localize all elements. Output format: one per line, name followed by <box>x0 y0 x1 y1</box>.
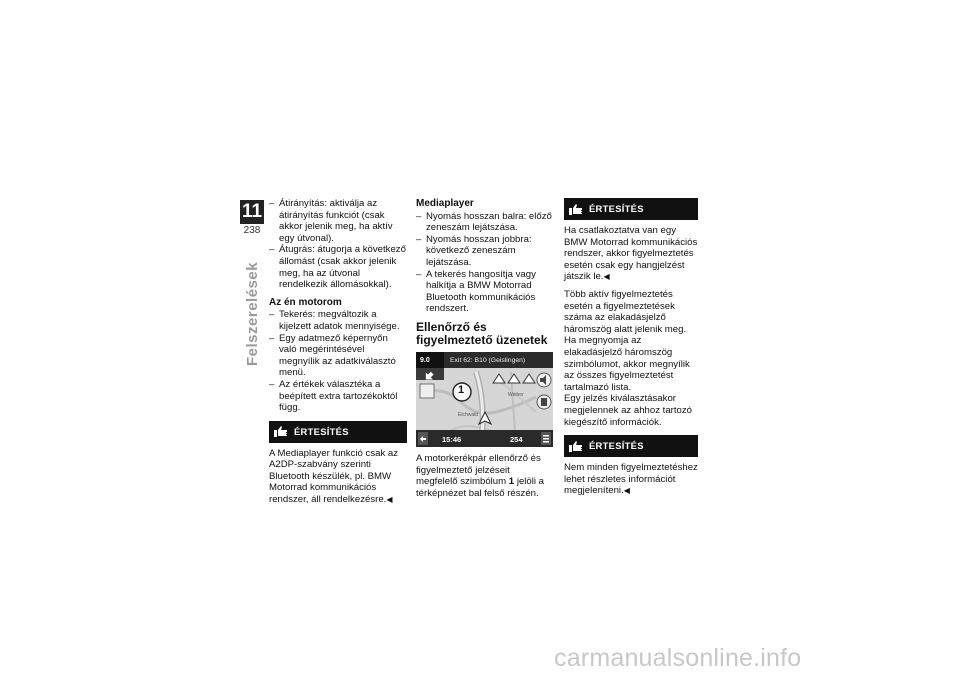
navigation-screenshot <box>416 352 553 447</box>
pointing-hand-icon <box>568 203 583 216</box>
list-item: – Egy adatmező képernyőn való megérintésével megnyílik az adatkiválasztó menü. <box>269 333 407 379</box>
notice-paragraph: Nem minden figyelmeztetéshez lehet részletes információt megjeleníteni.◀ <box>564 462 698 497</box>
notice-paragraph: Ha csatlakoztatva van egy BMW Motorrad kommunikációs rendszer, akkor figyelmeztetés esetén csak egy hangjelzést játszik le.◀ <box>564 225 698 283</box>
notice-label: ÉRTESÍTÉS <box>589 203 644 215</box>
list-item: – Nyomás hosszan jobbra: következő zeneszám lejátszása. <box>416 234 554 269</box>
list-item: – Tekerés: megváltozik a kijelzett adatok mennyisége. <box>269 309 407 332</box>
notice-paragraph: Több aktív figyelmeztetés esetén a figyelmeztetések száma az elakadásjelző háromszög alatt jelenik meg. <box>564 288 687 335</box>
nav-options-list <box>269 198 407 291</box>
list-item: – Az értékek választéka a beépített extra tartozékoktól függ. <box>269 379 407 414</box>
notice-text: A Mediaplayer funkció csak az A2DP-szabvány szerinti Bluetooth készülék, pl. BMW Motorrad kommunikációs rendszer, áll rendelkezésre.◀ <box>269 447 399 506</box>
heading-mediaplayer: Mediaplayer <box>416 198 474 209</box>
nav-place-2: Eichwald <box>458 411 479 418</box>
mediaplayer-list <box>416 211 554 315</box>
end-triangle-icon: ◀ <box>386 495 393 505</box>
list-item: – Átugrás: átugorja a következő állomást (csak akkor jelenik meg, ha az útvonal rendelkezik állomásokkal). <box>269 244 407 290</box>
caption-number: 1 <box>508 476 515 488</box>
notice-bar <box>269 421 407 443</box>
list-item: – Átirányítás: aktiválja az átirányítás funkciót (csak akkor jelenik meg, ha aktív egy útvonal). <box>269 198 407 244</box>
nav-marker-number: 1 <box>458 383 465 396</box>
notice-paragraph: Ha megnyomja az elakadásjelző háromszög szimbólumot, akkor megnyílik az összes figyelmeztetést tartalmazó lista. <box>564 335 690 393</box>
nav-place-1: Weiher <box>508 391 524 398</box>
column-1 <box>269 198 407 506</box>
nav-arrival-time: 15:46 <box>442 434 462 444</box>
list-item: – A tekerés hangosítja vagy halkítja a BMW Motorrad Bluetooth kommunikációs rendszert. <box>416 269 554 315</box>
chapter-number: 11 <box>241 201 263 222</box>
heading-my-motorcycle: Az én motorom <box>269 296 342 308</box>
column-3 <box>564 198 698 497</box>
chapter-badge <box>240 200 264 238</box>
chapter-title: Felszerelések <box>244 261 261 366</box>
watermark: carmanualsonline.info <box>554 644 802 672</box>
page-number: 238 <box>240 224 264 238</box>
end-triangle-icon: ◀ <box>603 272 610 282</box>
my-motorcycle-list <box>269 309 407 413</box>
pointing-hand-icon <box>273 425 288 438</box>
nav-caption: A motorkerékpár ellenőrző és figyelmeztető jelzéseit megfelelő szimbólum 1 jelöli a térképnézet bal felső részén. <box>416 452 545 499</box>
notice-paragraph: Egy jelzés kiválasztásakor megjelennek az ahhoz tartozó kiegészítő információk. <box>564 393 692 428</box>
end-triangle-icon: ◀ <box>623 486 630 496</box>
pointing-hand-icon <box>568 440 583 453</box>
nav-speed: 254 <box>510 434 523 444</box>
column-2 <box>416 198 554 499</box>
notice-label: ÉRTESÍTÉS <box>589 440 644 452</box>
notice-bar <box>564 198 698 220</box>
notice-bar <box>564 435 698 457</box>
nav-street: Exit 62: B10 (Geislingen) <box>450 356 526 364</box>
list-item: – Nyomás hosszan balra: előző zeneszám lejátszása. <box>416 211 554 234</box>
notice-label: ÉRTESÍTÉS <box>294 425 349 437</box>
nav-distance: 9.0 <box>420 356 430 364</box>
section-title: Ellenőrző és figyelmeztető üzenetek <box>416 319 548 348</box>
